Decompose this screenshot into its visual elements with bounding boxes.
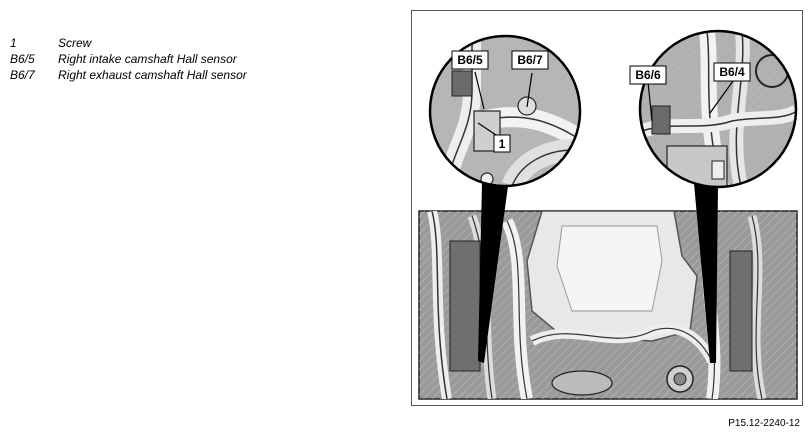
legend-item-screw <box>10 35 247 51</box>
svg-text:B6/6: B6/6 <box>635 68 661 82</box>
figure-reference-id: P15.12-2240-12 <box>728 418 800 429</box>
legend-list <box>10 35 247 83</box>
legend-key: B6/7 <box>10 68 35 82</box>
callout-screw <box>494 135 510 152</box>
callout-b6-6 <box>630 66 666 84</box>
legend-description: Screw <box>58 36 92 50</box>
legend-key: B6/5 <box>10 52 35 66</box>
legend-key: 1 <box>10 36 17 50</box>
engine-figure <box>411 10 803 406</box>
svg-text:B6/7: B6/7 <box>517 53 543 67</box>
zoom-circle-right <box>640 31 800 191</box>
svg-text:1: 1 <box>498 137 506 151</box>
legend-description: Right intake camshaft Hall sensor <box>58 52 237 66</box>
svg-text:B6/4: B6/4 <box>719 65 745 79</box>
engine-bay-overview <box>419 211 797 399</box>
callout-b6-5 <box>452 51 488 69</box>
legend-description: Right exhaust camshaft Hall sensor <box>58 68 247 82</box>
callout-b6-7 <box>512 51 548 69</box>
callout-b6-4 <box>714 63 750 81</box>
legend-item-b6-7 <box>10 67 247 83</box>
engine-illustration <box>412 11 802 405</box>
svg-text:B6/5: B6/5 <box>457 53 483 67</box>
legend-item-b6-5 <box>10 51 247 67</box>
